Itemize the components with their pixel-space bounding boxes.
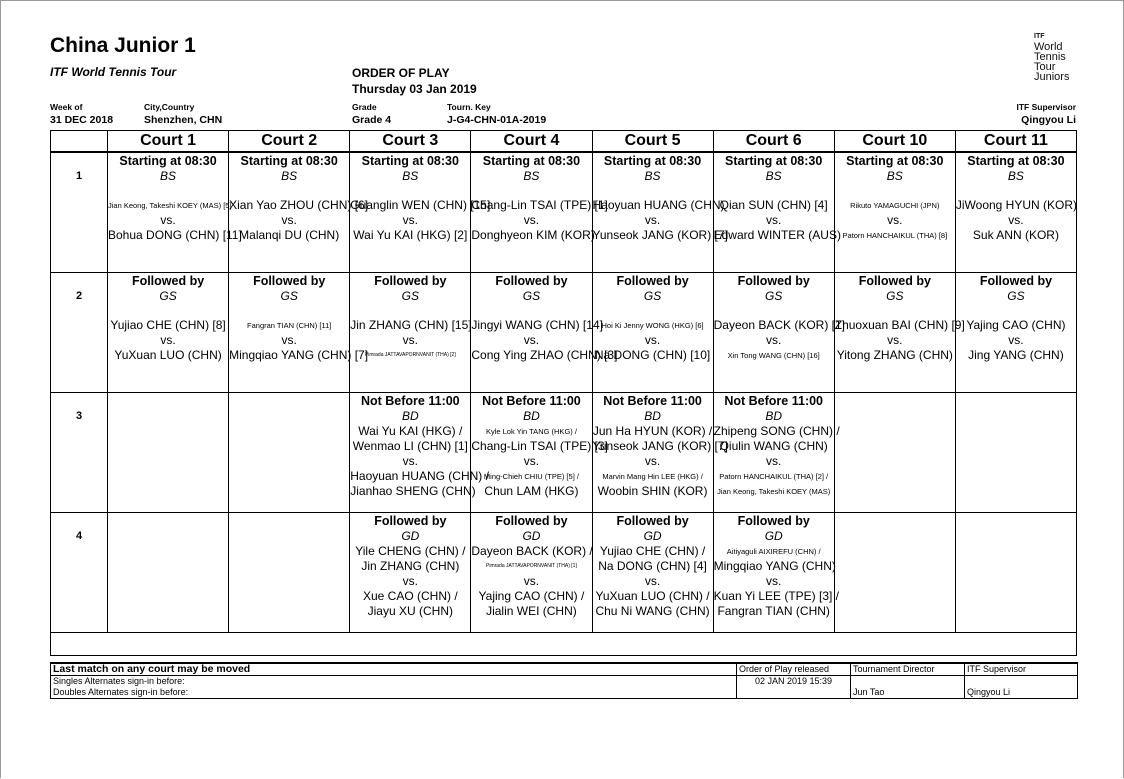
td-value: Jun Tao [851, 687, 965, 699]
start-time: Starting at 08:30 [603, 154, 702, 168]
start-time: Starting at 08:30 [482, 154, 581, 168]
match-cell [955, 152, 1076, 273]
match-cell [350, 393, 489, 513]
row-number [51, 513, 108, 633]
itf-supervisor: ITF Supervisor Qingyou Li [1016, 102, 1076, 126]
versus-label: vs. [644, 574, 661, 588]
event-code: GD [643, 529, 662, 543]
match-cell [592, 273, 713, 393]
match-cell [108, 393, 229, 513]
player-name: Wenmao LI (CHN) [1] [352, 439, 468, 453]
released-label: Order of Play released [737, 663, 851, 676]
player-name: Donghyeon KIM (KOR) [471, 228, 595, 242]
player-name: Marvin Mang Hin LEE (HKG) / [602, 472, 703, 481]
player-name: Chun LAM (HKG) [484, 484, 579, 498]
match-cell [108, 513, 229, 633]
player-name: Jian Keong, Takeshi KOEY (MAS) [717, 487, 831, 496]
spacer [956, 304, 1076, 318]
spacer [471, 184, 591, 198]
start-time: Starting at 08:30 [361, 154, 459, 168]
player-name: Zhipeng SONG (CHN) / [713, 424, 840, 438]
player-name: Yujiao CHE (CHN) / [599, 544, 706, 558]
player-name: YuXuan LUO (CHN) [114, 348, 222, 362]
row-number-label: 3 [76, 410, 83, 422]
player-name: Dayeon BACK (KOR) [1] [713, 318, 846, 332]
spacer [593, 184, 713, 198]
start-time: Followed by [979, 274, 1053, 288]
match-cell [229, 393, 350, 513]
versus-label: vs. [523, 454, 540, 468]
versus-label: vs. [1008, 213, 1024, 227]
player-name: Chang-Lin TSAI (TPE) [1] [471, 198, 608, 212]
event-code: GS [643, 289, 662, 303]
player-name: Jian Keong, Takeshi KOEY (MAS) [5] [108, 201, 232, 210]
match-cell [350, 273, 471, 393]
spacer [956, 184, 1076, 198]
player-name: Jianhao SHENG (CHN) [350, 484, 476, 498]
player-name: Yunseok JANG (KOR) [7] [592, 439, 728, 453]
versus-label: vs. [402, 333, 418, 347]
event-code: GS [1007, 289, 1025, 303]
court-header: Court 10 [834, 131, 955, 153]
start-time: Followed by [495, 514, 568, 528]
grade: Grade Grade 4 [352, 102, 392, 126]
event-code: GS [886, 289, 904, 303]
row-number [51, 273, 108, 393]
player-name: Guanglin WEN (CHN) [15] [350, 198, 491, 212]
versus-label: vs. [1008, 333, 1024, 347]
court-header: Court 4 [471, 131, 592, 153]
event-code: BD [765, 409, 783, 423]
player-name: Yunseok JANG (KOR) [7] [592, 228, 728, 242]
supervisor-spacer [965, 676, 1078, 688]
spacer [835, 304, 955, 318]
player-name: YuXuan LUO (CHN) / [595, 589, 710, 603]
player-name: Malanqi DU (CHN) [239, 228, 340, 242]
versus-label: vs. [766, 454, 782, 468]
match-cell [592, 152, 728, 273]
court-header: Court 6 [713, 131, 834, 153]
player-name: Haoyuan HUANG (CHN) [592, 198, 725, 212]
player-name: Pimrada JATTAVAPORNVANIT (THA) [2] [364, 352, 456, 358]
player-name: Fangran TIAN (CHN) [717, 604, 830, 618]
player-name: Haoyuan HUANG (CHN) / [350, 469, 489, 483]
versus-label: vs. [523, 333, 540, 347]
doubles-alternates: Doubles Alternates sign-in before: [51, 687, 737, 699]
player-name: Jin ZHANG (CHN) [361, 559, 460, 573]
versus-label: vs. [281, 213, 297, 227]
spacer [229, 184, 349, 198]
spacer [350, 184, 470, 198]
start-time: Not Before 11:00 [603, 394, 702, 408]
player-name: Jin ZHANG (CHN) [15] [350, 318, 472, 332]
logo-line-1: World [1034, 41, 1063, 53]
match-cell [592, 513, 713, 633]
spacer [593, 304, 713, 318]
match-cell [834, 152, 955, 273]
start-time: Followed by [374, 514, 447, 528]
row-number-label: 4 [76, 530, 83, 542]
versus-label: vs. [766, 213, 782, 227]
event-code: BD [401, 409, 419, 423]
player-name: Kuan Yi LEE (TPE) [3] / [713, 589, 840, 603]
court-header: Court 3 [350, 131, 471, 153]
player-name: Patorn HANCHAIKUL (THA) [2] / [719, 472, 829, 481]
city-country: City,Country Shenzhen, CHN [144, 102, 223, 126]
logo-line-4: Juniors [1034, 71, 1070, 83]
player-name: Bohua DONG (CHN) [11] [108, 228, 242, 242]
start-time: Followed by [131, 274, 205, 288]
start-time: Followed by [616, 514, 689, 528]
start-time: Starting at 08:30 [119, 154, 217, 168]
player-name: Yujiao CHE (CHN) [8] [110, 318, 226, 332]
player-name: Jiayu XU (CHN) [367, 604, 453, 618]
player-name: Aitiyaguli AIXIREFU (CHN) / [726, 547, 821, 556]
player-name: Na DONG (CHN) [4] [598, 559, 707, 573]
order-of-play-grid [50, 130, 1077, 656]
player-name: Patorn HANCHAIKUL (THA) [8] [842, 231, 948, 240]
play-date: Thursday 03 Jan 2019 [352, 82, 477, 96]
row-number [51, 393, 108, 513]
versus-label: vs. [766, 333, 782, 347]
start-time: Followed by [616, 274, 689, 288]
match-cell [471, 273, 618, 393]
tournament-title: China Junior 1 [50, 34, 196, 57]
court-header: Court 2 [229, 131, 350, 153]
player-name: Rikuto YAMAGUCHI (JPN) [850, 201, 940, 210]
spacer [835, 184, 955, 198]
versus-label: vs. [644, 333, 661, 347]
spacer [229, 304, 349, 318]
match-cell [713, 513, 840, 633]
player-name: Hoi Ki Jenny WONG (HKG) [6] [601, 321, 704, 330]
spacer [714, 304, 834, 318]
event-code: BS [281, 169, 298, 183]
match-cell [108, 152, 242, 273]
footer-table [50, 662, 1078, 699]
player-name: Cong Ying ZHAO (CHN) [3] [471, 348, 618, 362]
match-row [51, 513, 1077, 633]
supervisor-value: Qingyou Li [965, 687, 1078, 699]
player-name: Woobin SHIN (KOR) [597, 484, 708, 498]
match-row [51, 273, 1077, 393]
start-time: Starting at 08:30 [240, 154, 338, 168]
versus-label: vs. [160, 213, 176, 227]
player-name: Qian SUN (CHN) [4] [719, 198, 828, 212]
versus-label: vs. [402, 574, 418, 588]
player-name: Wai Yu KAI (HKG) [2] [353, 228, 468, 242]
match-cell [713, 273, 846, 393]
player-name: Jingyi WANG (CHN) [14] [471, 318, 603, 332]
itf-juniors-logo [1034, 32, 1069, 82]
week-of: Week of 31 DEC 2018 [50, 102, 114, 126]
event-code: GS [765, 289, 783, 303]
blank-row [51, 633, 1077, 656]
start-time: Followed by [737, 274, 810, 288]
versus-label: vs. [644, 454, 661, 468]
event-code: BS [765, 169, 782, 183]
event-code: BS [523, 169, 540, 183]
singles-alternates: Singles Alternates sign-in before: [51, 676, 737, 688]
start-time: Followed by [374, 274, 447, 288]
player-name: Na DONG (CHN) [10] [594, 348, 711, 362]
logo-line-2: Tennis [1034, 51, 1066, 63]
match-cell [229, 273, 369, 393]
match-cell [834, 273, 965, 393]
player-name: Suk ANN (KOR) [972, 228, 1059, 242]
start-time: Followed by [737, 514, 810, 528]
player-name: Wai Yu KAI (HKG) / [358, 424, 463, 438]
match-cell [713, 393, 840, 513]
event-code: BD [523, 409, 540, 423]
player-name: Yile CHENG (CHN) / [355, 544, 466, 558]
event-code: BS [160, 169, 177, 183]
tour-subtitle: ITF World Tennis Tour [50, 65, 177, 79]
last-match-note: Last match on any court may be moved [51, 663, 737, 676]
versus-label: vs. [160, 333, 176, 347]
versus-label: vs. [402, 213, 418, 227]
match-cell [834, 393, 955, 513]
start-time: Starting at 08:30 [725, 154, 823, 168]
start-time: Followed by [858, 274, 931, 288]
player-name: Jialin WEI (CHN) [486, 604, 577, 618]
start-time: Followed by [253, 274, 326, 288]
player-name: Yajing CAO (CHN) [966, 318, 1066, 332]
match-row [51, 152, 1077, 273]
court-header: Court 5 [592, 131, 713, 153]
court-header: Court 1 [108, 131, 229, 153]
event-code: GS [522, 289, 541, 303]
match-cell [229, 513, 350, 633]
player-name: Dayeon BACK (KOR) / [471, 544, 593, 558]
event-code: BS [1007, 169, 1024, 183]
logo-itf: ITF [1034, 33, 1045, 40]
event-code: GS [401, 289, 419, 303]
versus-label: vs. [402, 454, 418, 468]
match-cell [350, 152, 491, 273]
player-name: Ming-Chieh CHIU (TPE) [5] / [483, 472, 579, 481]
player-name: Zhuoxuan BAI (CHN) [9] [834, 318, 965, 332]
player-name: Mingqiao YANG (CHN) [713, 559, 836, 573]
match-cell [592, 393, 728, 513]
event-code: GS [159, 289, 177, 303]
player-name: Edward WINTER (AUS) [713, 228, 841, 242]
event-code: GD [522, 529, 541, 543]
match-cell [229, 152, 369, 273]
event-code: BS [402, 169, 419, 183]
start-time: Not Before 11:00 [724, 394, 824, 408]
order-of-play-label: ORDER OF PLAY [352, 66, 450, 80]
player-name: Chang-Lin TSAI (TPE) [3] [471, 439, 608, 453]
spacer [471, 304, 591, 318]
player-name: Mingqiao YANG (CHN) [7] [229, 348, 369, 362]
match-cell [471, 152, 608, 273]
player-name: Xue CAO (CHN) / [362, 589, 458, 603]
versus-label: vs. [644, 213, 661, 227]
released-value: 02 JAN 2019 15:39 [737, 676, 851, 688]
versus-label: vs. [766, 574, 782, 588]
start-time: Not Before 11:00 [360, 394, 460, 408]
start-time: Starting at 08:30 [846, 154, 944, 168]
match-cell [108, 273, 229, 393]
order-of-play-heading [352, 65, 477, 97]
versus-label: vs. [281, 333, 297, 347]
blank-cell [51, 633, 1077, 656]
match-cell [471, 393, 608, 513]
spacer [108, 304, 228, 318]
versus-label: vs. [887, 213, 903, 227]
match-row [51, 393, 1077, 513]
player-name: Pimrada JATTAVAPORNVANIT (THA) [1] [486, 563, 577, 569]
event-code: BD [644, 409, 661, 423]
player-name: Qiulin WANG (CHN) [719, 439, 828, 453]
supervisor-label: ITF Supervisor [965, 663, 1078, 676]
row-number [51, 152, 108, 273]
tournament-key: Tourn. Key J-G4-CHN-01A-2019 [447, 102, 547, 126]
start-time: Followed by [495, 274, 568, 288]
match-cell [955, 273, 1076, 393]
versus-label: vs. [887, 333, 903, 347]
player-name: JiWoong HYUN (KOR) [955, 198, 1078, 212]
td-label: Tournament Director [851, 663, 965, 676]
versus-label: vs. [523, 213, 540, 227]
player-name: Xin Tong WANG (CHN) [16] [727, 351, 820, 360]
spacer [108, 184, 228, 198]
match-cell [834, 513, 955, 633]
released-spacer [737, 687, 851, 699]
court-header-row [51, 131, 1077, 153]
match-cell [350, 513, 471, 633]
event-code: GS [280, 289, 298, 303]
match-cell [955, 513, 1076, 633]
match-cell [713, 152, 841, 273]
td-spacer [851, 676, 965, 688]
player-name: Yitong ZHANG (CHN) [836, 348, 953, 362]
versus-label: vs. [523, 574, 540, 588]
event-code: BS [644, 169, 661, 183]
event-code: GD [764, 529, 783, 543]
start-time: Starting at 08:30 [967, 154, 1065, 168]
player-name: Chu Ni WANG (CHN) [595, 604, 710, 618]
spacer [350, 304, 470, 318]
match-cell [471, 513, 592, 633]
row-number-label: 1 [76, 170, 83, 182]
player-name: Xian Yao ZHOU (CHN) [6] [229, 198, 369, 212]
player-name: Kyle Lok Yin TANG (HKG) / [485, 427, 577, 436]
start-time: Not Before 11:00 [482, 394, 581, 408]
player-name: Jun Ha HYUN (KOR) / [592, 424, 713, 438]
court-header: Court 11 [955, 131, 1076, 153]
event-code: GD [401, 529, 420, 543]
match-cell [955, 393, 1076, 513]
row-number-label: 2 [76, 290, 83, 302]
spacer [714, 184, 834, 198]
event-code: BS [886, 169, 903, 183]
player-name: Jing YANG (CHN) [968, 348, 1064, 362]
player-name: Fangran TIAN (CHN) [11] [247, 321, 332, 330]
player-name: Yajing CAO (CHN) / [478, 589, 585, 603]
corner-cell [51, 131, 108, 153]
logo-line-3: Tour [1034, 61, 1056, 73]
